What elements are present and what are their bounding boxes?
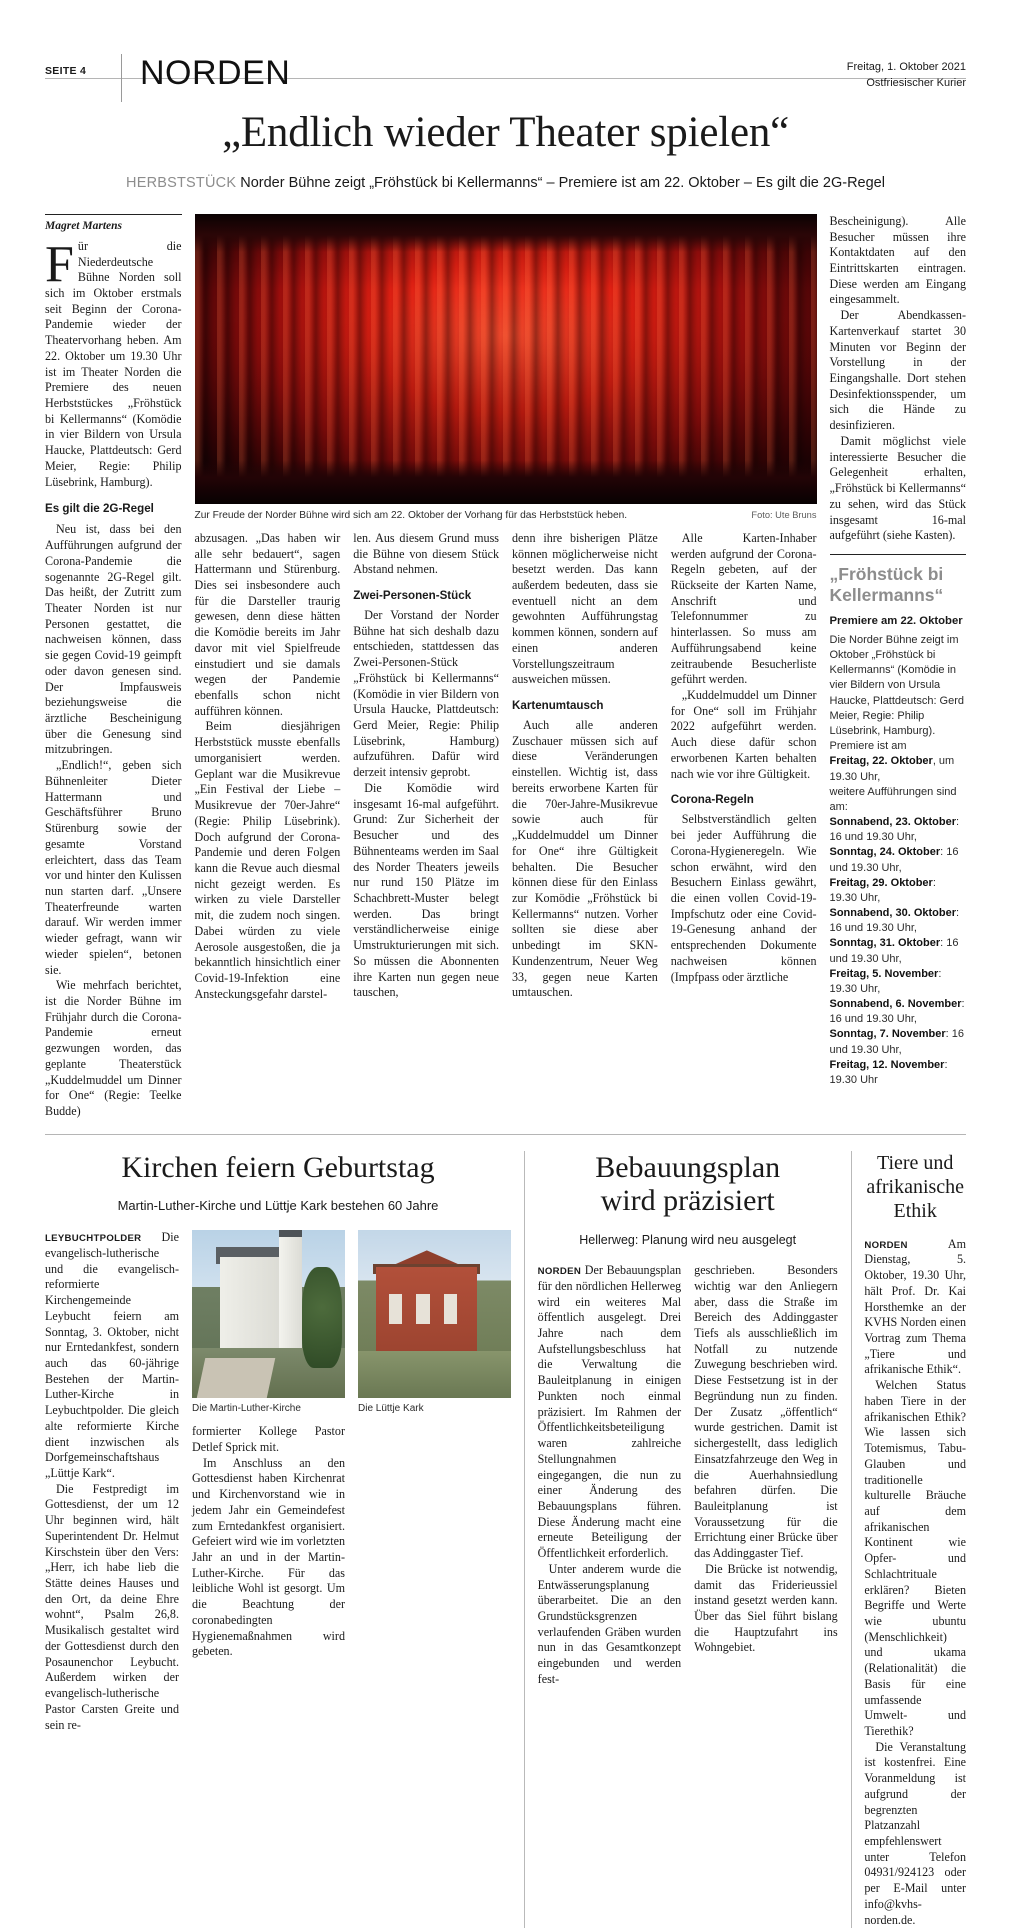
- paragraph: Alle Karten-Inhaber werden aufgrund der Corona-Regeln gebeten, auf der Rückseite der Karten Name, Anschrift und Telefonnummer zu hinterlassen. So muss am Aufführungsabend keine zeitraubende Besucherliste geführt werden.: [670, 530, 817, 687]
- subheading-kartenumtausch: Kartenumtausch: [512, 699, 604, 713]
- infobox-date-time: : 19.30 Uhr,: [829, 876, 936, 904]
- infobox-premiere-date: Freitag, 22. Oktober: [829, 755, 933, 768]
- infobox-fact-panel: [830, 554, 967, 1088]
- infobox-date-day: Freitag, 5. November: [829, 967, 939, 980]
- article-column-5: [671, 531, 817, 1003]
- article-column-6: [830, 214, 967, 1120]
- byline: Magret Martens: [45, 214, 182, 232]
- infobox-premiere-time: , um 19.30 Uhr,: [829, 755, 955, 783]
- church-headline: Kirchen feiern Geburtstag: [121, 1150, 435, 1184]
- paragraph: [45, 1230, 179, 1482]
- lead-subhead-text: Norder Bühne zeigt „Fröhstück bi Kellermanns“ – Premiere ist am 22. Oktober – Es gilt die 2G-Regel: [236, 175, 885, 192]
- infobox-date-time: : 16 und 19.30 Uhr,: [829, 1028, 964, 1056]
- plan-column-2: [694, 1263, 838, 1687]
- paragraph-text: Am Dienstag, 5. Oktober, 19.30 Uhr, hält Prof. Dr. Kai Horsthemke an der KVHS Norden einen Vortrag zum Thema „Tiere und afrikanische Ethik“.: [864, 1236, 967, 1377]
- paragraph: Im Anschluss an den Gottesdienst haben Kirchenrat und Kirchenvorstand wie in jedem Jahr ein Gemeindefest zum Erntedankfest organisiert. Gefeiert wird wie im vorletzten Jahr an und in der Martin-Luther-Kirche. Für das leibliche Wohl ist gesorgt. Um die Beachtung der coronabedingten Hygienemaßnahmen wird gebeten.: [192, 1455, 345, 1659]
- paragraph-text: Der Bebauungsplan für den nördlichen Hellerweg wird ein weiteres Mal öffentlich ausgelegt. Drei Jahre nach dem Aufstellungsbeschluss hat die Verwaltung die Bauleitplanung in einigen Punkten noch einmal präzisiert. Im Rahmen der Öffentlichkeitsbeteiligung waren zahlreiche Stellungnahmen eingegangen, die nun zu einer Änderung des Bebauungsplans führen. Diese Änderung macht eine erneute Beteiligung der Öffentlichkeit erforderlich.: [537, 1263, 682, 1561]
- article-inner-columns: [195, 531, 817, 1003]
- paragraph: [538, 1263, 682, 1562]
- article-center-block: [195, 214, 817, 1120]
- article-col1-text: [45, 235, 182, 1120]
- lead-subhead: [45, 174, 966, 194]
- paragraph: Unter anderem wurde die Entwässerungsplanung überarbeitet. Die an den Grundstücksgrenzen verlaufenden Gräben wurden nun in das Gesamtkonzept eingebunden und werden fest-: [537, 1561, 682, 1686]
- photo-caption-row: [195, 504, 817, 521]
- luettje-kark-photo: [358, 1230, 511, 1398]
- lead-headline: „Endlich wieder Theater spielen“: [221, 109, 790, 156]
- infobox-date-day: Sonnabend, 30. Oktober: [829, 907, 957, 920]
- paragraph: Die Veranstaltung ist kostenfrei. Eine Voranmeldung ist aufgrund der begrenzten Platzanzahl empfehlenswert unter Telefon 04931/924123 oder per E-Mail unter info@kvhs-norden.de.: [864, 1739, 967, 1927]
- infobox-date-list: [830, 816, 965, 1086]
- article-column-1: [45, 214, 182, 1120]
- paragraph: „Endlich!“, geben sich Bühnenleiter Dieter Hattermann und Geschäftsführer Bruno Stürenburg sowie der gesamte Vorstand erleichtert, dass das Team vor und hinter den Kulissen nun starten darf. „Unsere Theaterfreunde warten darauf. Wir werden immer wieder gefragt, wann wir wieder spielen“, betonen sie.: [45, 758, 182, 977]
- church-columns: [45, 1230, 511, 1733]
- church-column-2: [192, 1230, 345, 1733]
- plan-column-1: [538, 1263, 682, 1687]
- paragraph: Auch alle anderen Zuschauer müssen sich auf diese Veränderungen einstellen. Wichtig ist, dass bereits erworbene Karten für die 70er-Jahre-Musikrevue sowie auch für „Kuddelmuddel um Dinner for One“ ihre Gültigkeit behalten. Die Besucher können diese für den Einlass zur Komödie „Fröhstück bi Kellermanns“ nutzen. Vorher sollten sie diese aber unbedingt im SKN-Kundenzentrum, Neuer Weg 33, gegen neue Karten umtauschen.: [512, 718, 658, 1000]
- paragraph-text: ür die Niederdeutsche Bühne Norden soll sich im Oktober erstmals seit Beginn der Corona-Pandemie wieder der Theatervorhang heben. Am 22. Oktober um 19.30 Uhr ist im Theater Norden die Premiere des neuen Herbststückes „Fröhstück bi Kellermanns“ (Komödie in vier Bildern von Ursula Haucke, Plattdeutsch: Gerd Meier, Regie: Philip Lüsebrink, Hamburg).: [45, 238, 182, 489]
- infobox-title: „Fröhstück bi Kellermanns“: [829, 563, 944, 605]
- stage-curtain-photo: [195, 214, 817, 504]
- section-divider-rule: [45, 1134, 966, 1135]
- church-photo-caption-1: Die Martin-Luther-Kirche: [192, 1403, 301, 1415]
- ethics-headline: [864, 1151, 966, 1223]
- infobox-date-day: Freitag, 29. Oktober: [829, 876, 933, 889]
- paragraph-text: Die evangelisch-lutherische und die evangelisch-reformierte Kirchengemeinde Leybucht feiern am Sonntag, 3. Oktober, nicht nur Erntedankfest, sondern auch das 60-jährige Bestehen der Martin-Luther-Kirche in Leybuchtpolder. Die gleich alte reformierte Kirche dient inzwischen als Dorfgemeinschaftshaus „Lüttje Kark“.: [45, 1230, 179, 1480]
- infobox-more-label: weitere Aufführungen sind am:: [829, 785, 957, 813]
- paragraph: „Kuddelmuddel um Dinner for One“ soll im Frühjahr 2022 aufgeführt werden. Auch diese dafür schon erworbenen Karten behalten nach wie vor ihre Gültigkeit.: [670, 688, 817, 781]
- article-column-4: [512, 531, 658, 1003]
- paragraph: Damit möglichst viele interessierte Besucher die Gelegenheit erhalten, „Fröhstück bi Kellermanns“ zu sehen, wird das Stück insgesamt 16-mal aufgeführt (siehe Kasten).: [829, 433, 966, 543]
- infobox-date-day: Sonntag, 7. November: [829, 1028, 946, 1041]
- masthead-divider: [121, 54, 122, 102]
- paragraph: Welchen Status haben Tiere in der afrikanischen Ethik? Wie lassen sich Totemismus, Tabu-Glauben und traditionelle kulturelle Bräuche auf dem afrikanischen Kontinent wie Opfer- und Schlachtrituale erklären? Bieten Begriffe und Werte wie ubuntu (Menschlichkeit) und ukama (Relationalität) die Basis für eine umfassende Umwelt- und Tierethik?: [864, 1378, 967, 1739]
- infobox-date-time: : 16 und 19.30 Uhr,: [829, 937, 959, 965]
- infobox-date-time: : 16 und 19.30 Uhr,: [829, 846, 959, 874]
- bottom-divider-2: [851, 1151, 852, 1928]
- lead-article: [45, 214, 966, 1120]
- paragraph: Beim diesjährigen Herbststück musste ebenfalls umorganisiert werden. Geplant war die Musikrevue „Ein Festival der Liebe – Musikrevue der 70er-Jahre“ (Regie: Philip Lüsebrink). Doch aufgrund der Corona-Pandemie und deren Folgen kann die Revue auch diesmal nicht gezeigt werden. Es wirken zu viele Darsteller mit, die zudem noch singen. Dabei würden zu viele Aerosole ausgestoßen, die ja bekanntlich hinsichtlich einer Covid-19-Infektion eine Ansteckungsgefahr darstel-: [194, 719, 341, 1001]
- article-column-2: [195, 531, 341, 1003]
- infobox-date-time: : 16 und 19.30 Uhr,: [829, 816, 960, 844]
- publication-name: Ostfriesischer Kurier: [866, 76, 966, 89]
- church-column-1: [45, 1230, 179, 1733]
- article-col6-text: [830, 214, 967, 544]
- infobox-date-day: Sonnabend, 23. Oktober: [829, 816, 957, 829]
- paragraph: geschrieben. Besonders wichtig war den Anliegern aber, dass die Straße im Bereich des Addinggaster Tiefs als ausschließlich im Notfall zu nutzende Zuwegung beschrieben wird. Diese Festsetzung ist in der Begründung nun zu finden. Der Zusatz „öffentlich“ wurde gestrichen. Damit ist sichergestellt, dass lediglich Einsatzfahrzeuge den Weg in die Auerhahnsiedlung befahren dürfen. Die Bauleitplanung ist Voraussetzung für die Errichtung einer Brücke über das Addinggaster Tief.: [694, 1263, 838, 1561]
- dateline-place: NORDEN: [537, 1266, 582, 1278]
- drop-cap: F: [45, 235, 74, 293]
- bottom-stories: [45, 1151, 966, 1928]
- bottom-divider-1: [524, 1151, 525, 1928]
- paragraph: [864, 1237, 966, 1378]
- paragraph: Die Brücke ist notwendig, damit das Friderieussiel instand gesetzt werden kann. Über das Siel führt bislang die Hauptzufahrt ins Wohngebiet.: [694, 1561, 838, 1655]
- infobox-intro: Die Norder Bühne zeigt im Oktober „Fröhstück bi Kellermanns“ (Komödie in vier Bildern von Ursula Haucke, Plattdeutsch: Gerd Meier, Regie: Philip Lüsebrink, Hamburg). Premiere ist am: [829, 633, 965, 753]
- section-title: NORDEN: [140, 54, 291, 92]
- church-photo-caption-2: Die Lüttje Kark: [358, 1403, 424, 1415]
- masthead: [45, 0, 966, 92]
- plan-headline-line-1: Bebauungsplan: [595, 1150, 781, 1184]
- subheading-corona-regeln: Corona-Regeln: [670, 793, 754, 807]
- ethics-headline-line-3: Ethik: [893, 1199, 937, 1222]
- infobox-body: [830, 633, 967, 1088]
- photo-caption: Zur Freude der Norder Bühne wird sich am 22. Oktober der Vorhang für das Herbststück heben.: [194, 509, 628, 521]
- infobox-date-day: Sonnabend, 6. November: [829, 998, 962, 1011]
- paragraph: denn ihre bisherigen Plätze können möglicherweise nicht besetzt werden. Das kann außerdem bedeuten, dass sie eventuell nicht an dem gewohnten Aufführungstag kommen können, sondern auf einen anderen Vorstellungszeitraum ausweichen müssen.: [512, 530, 658, 687]
- martin-luther-church-photo: [192, 1230, 345, 1398]
- plan-columns: [538, 1263, 838, 1687]
- issue-date: Freitag, 1. Oktober 2021: [846, 61, 966, 73]
- story-plan: [538, 1151, 838, 1928]
- paragraph: [45, 235, 182, 491]
- subheading-zwei-personen: Zwei-Personen-Stück: [353, 589, 472, 603]
- paragraph: formierter Kollege Pastor Detlef Sprick mit.: [192, 1424, 345, 1454]
- article-column-3: [353, 531, 499, 1003]
- dateline-place: LEYBUCHTPOLDER: [45, 1233, 142, 1245]
- paragraph: Die Festpredigt im Gottesdienst, der um 12 Uhr beginnen wird, hält Superintendent Dr. Helmut Kirschstein über den Vers: „Herr, ich habe lieb die Stätte deines Hauses und den Ort, da deine Ehre wohnt“, Psalm 26,8. Musikalisch gestaltet wird der Gottesdienst durch den Posaunenchor Leybucht. Außerdem wirken der evangelisch-lutherische Pastor Carsten Greite und sein re-: [45, 1481, 179, 1732]
- ethics-headline-line-2: afrikanische: [866, 1175, 965, 1198]
- paragraph: Bescheinigung). Alle Besucher müssen ihre Kontaktdaten auf den Eintrittskarten eintragen. Diese werden am Eingang eingesammelt.: [829, 213, 966, 307]
- infobox-subtitle: Premiere am 22. Oktober: [829, 614, 963, 627]
- subheading-2g: Es gilt die 2G-Regel: [45, 502, 154, 516]
- church-column-3: [358, 1230, 511, 1733]
- lead-kicker: HERBSTSTÜCK: [126, 175, 237, 192]
- masthead-meta: [847, 54, 966, 92]
- infobox-date-day: Sonntag, 24. Oktober: [829, 846, 941, 859]
- paragraph: len. Aus diesem Grund muss die Bühne von diesem Stück Abstand nehmen.: [353, 530, 499, 577]
- story-church: [45, 1151, 511, 1928]
- ethics-headline-line-1: Tiere und: [876, 1151, 954, 1174]
- stage-bottom-shadow: [195, 460, 817, 504]
- paragraph: Selbstverständlich gelten bei jeder Aufführung die Corona-Hygieneregeln. Wie schon erwähnt, wird den Besuchern Einlass gewährt, die einen vollen Covid-19-Impfschutz oder eine Covid-19-Genesung anhand der entsprechenden Dokumente nachweisen können (Impfpass oder ärztliche: [670, 812, 817, 984]
- stage-top-shadow: [195, 214, 817, 252]
- story-ethics: [864, 1151, 966, 1928]
- paragraph: Der Abendkassen-Kartenverkauf startet 30 Minuten vor Beginn der Vorstellung in der Eingangshalle. Dort stehen Desinfektionsspender, um sich die Hände zu desinfizieren.: [829, 308, 966, 433]
- infobox-date-time: : 19.30 Uhr,: [829, 967, 942, 995]
- paragraph: Wie mehrfach berichtet, ist die Norder Bühne im Frühjahr durch die Corona-Pandemie erneut gezwungen worden, das geplante Theaterstück „Kuddelmuddel um Dinner for One“ (Regie: Teelke Budde): [45, 978, 182, 1119]
- photo-credit: Foto: Ute Bruns: [751, 509, 817, 520]
- page-number-label: SEITE 4: [45, 65, 87, 77]
- plan-headline: [538, 1151, 838, 1218]
- infobox-date-day: Sonntag, 31. Oktober: [829, 937, 941, 950]
- paragraph: abzusagen. „Das haben wir alle sehr bedauert“, sagen Hattermann und Stürenburg. Dies sei insbesondere auch für die Darsteller traurig gewesen, denn diese hätten die Komödie bereits im Jahr davor mit viel Spielfreude einstudiert und sie damals wegen der Pandemie ebenfalls schon nicht aufführen können.: [194, 530, 341, 718]
- ethics-text: [864, 1237, 966, 1928]
- plan-subhead: Hellerweg: Planung wird neu ausgelegt: [579, 1232, 797, 1247]
- church-subhead: Martin-Luther-Kirche und Lüttje Kark bestehen 60 Jahre: [117, 1198, 439, 1214]
- infobox-date-day: Freitag, 12. November: [829, 1058, 945, 1071]
- infobox-date-time: : 19.30 Uhr: [829, 1058, 948, 1086]
- infobox-date-time: : 16 und 19.30 Uhr,: [829, 998, 965, 1026]
- paragraph: Die Komödie wird insgesamt 16-mal aufgeführt. Grund: Zur Sicherheit der Besucher und des Bühnenteams werden im Saal des Norder Theaters jeweils nur rund 150 Plätze im Schachbrett-Muster belegt werden. Das bringt verständlicherweise einige Umstrukturierungen mit sich. So müssen die Abonnenten ihre Karten nun gegen neue tauschen,: [353, 780, 499, 1000]
- paragraph: Der Vorstand der Norder Bühne hat sich deshalb dazu entschieden, stattdessen das Zwei-Personen-Stück „Fröhstück bi Kellermanns“ (Komödie in vier Bildern von Ursula Haucke, Plattdeutsch: Gerd Meier, Regie: Philip Lüsebrink, Hamburg) aufzuführen. Dafür wird derzeit intensiv geprobt.: [353, 608, 499, 780]
- plan-headline-line-2: wird präzisiert: [600, 1184, 775, 1218]
- infobox-date-time: : 16 und 19.30 Uhr,: [829, 907, 960, 935]
- paragraph: Neu ist, dass bei den Aufführungen aufgrund der Corona-Pandemie die sogenannte 2G-Regel gilt. Das heißt, der Zutritt zum Theater Norden ist nur Personen gestattet, die nachweisen können, dass sie gegen Covid-19 geimpft oder davon genesen sind. Der Impfausweis beziehungsweise die ärztliche Bescheinigung über die Genesung sind mitzubringen.: [45, 522, 182, 757]
- dateline-place: NORDEN: [864, 1239, 908, 1251]
